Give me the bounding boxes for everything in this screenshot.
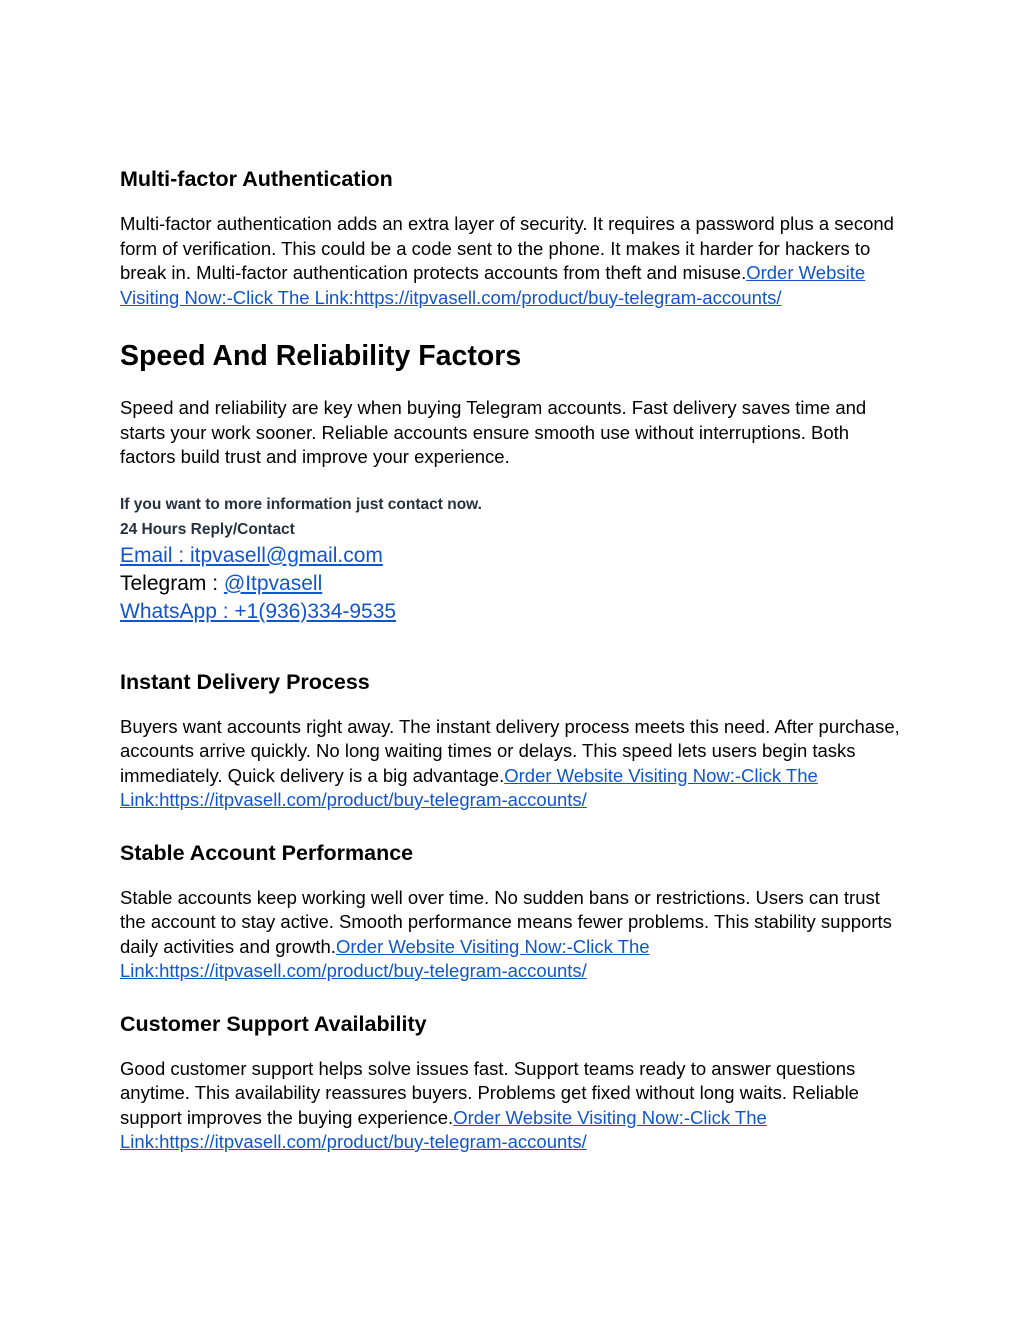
order-website-link[interactable]: Order Website Visiting Now:-Click The Link:https://itpvasell.com/product/buy-telegram-accounts/ [120, 764, 818, 810]
paragraph-stable-account [120, 886, 904, 984]
section-heading-instant-delivery: Instant Delivery Process [120, 669, 370, 694]
telegram-label: Telegram : [120, 571, 224, 595]
contact-hours: 24 Hours Reply/Contact [120, 520, 295, 538]
paragraph-multi-factor [120, 212, 904, 310]
paragraph-text: Multi-factor authentication adds an extra layer of security. It requires a password plus a second form of verification. This could be a code sent to the phone. It makes it harder for hackers to break in. Multi-factor authentication protects accounts from theft and misuse. [120, 213, 894, 283]
section-heading-multi-factor-authentication: Multi-factor Authentication [120, 167, 393, 191]
paragraph-text: Speed and reliability are key when buying Telegram accounts. Fast delivery saves time and starts your work sooner. Reliable accounts ensure smooth use without interruptions. Both factors build trust and improve your experience. [120, 397, 867, 467]
section-heading-customer-support: Customer Support Availability [120, 1011, 427, 1036]
contact-whatsapp-line [120, 598, 904, 626]
paragraph-speed-reliability [120, 396, 904, 470]
contact-intro: If you want to more information just contact now. [120, 495, 482, 513]
contact-block [120, 492, 904, 626]
paragraph-text: Good customer support helps solve issues fast. Support teams ready to answer questions anytime. This availability reassures buyers. Problems get fixed without long waits. Reliable support improves the buying experience. [120, 1057, 859, 1128]
whatsapp-link[interactable]: WhatsApp : +1(936)334-9535 [120, 599, 397, 623]
contact-email-line [120, 542, 904, 570]
order-website-link[interactable]: Order Website Visiting Now:-Click The Link:https://itpvasell.com/product/buy-telegram-accounts/ [120, 935, 650, 981]
paragraph-instant-delivery [120, 715, 904, 813]
section-heading-stable-account: Stable Account Performance [120, 840, 414, 865]
order-website-link[interactable]: Order Website Visiting Now:-Click The Link:https://itpvasell.com/product/buy-telegram-accounts/ [120, 262, 866, 308]
paragraph-customer-support [120, 1057, 904, 1155]
main-heading-speed-reliability: Speed And Reliability Factors [120, 340, 522, 372]
email-link[interactable]: Email : itpvasell@gmail.com [120, 543, 383, 567]
paragraph-text: Buyers want accounts right away. The instant delivery process meets this need. After purchase, accounts arrive quickly. No long waiting times or delays. This speed lets users begin tasks immediately. Quick delivery is a big advantage. [120, 715, 900, 786]
order-website-link[interactable]: Order Website Visiting Now:-Click The Link:https://itpvasell.com/product/buy-telegram-accounts/ [120, 1106, 767, 1152]
telegram-link[interactable]: @Itpvasell [223, 571, 323, 595]
paragraph-text: Stable accounts keep working well over time. No sudden bans or restrictions. Users can trust the account to stay active. Smooth performance means fewer problems. This stability supports daily activities and growth. [120, 886, 892, 957]
contact-telegram-line [120, 570, 904, 598]
